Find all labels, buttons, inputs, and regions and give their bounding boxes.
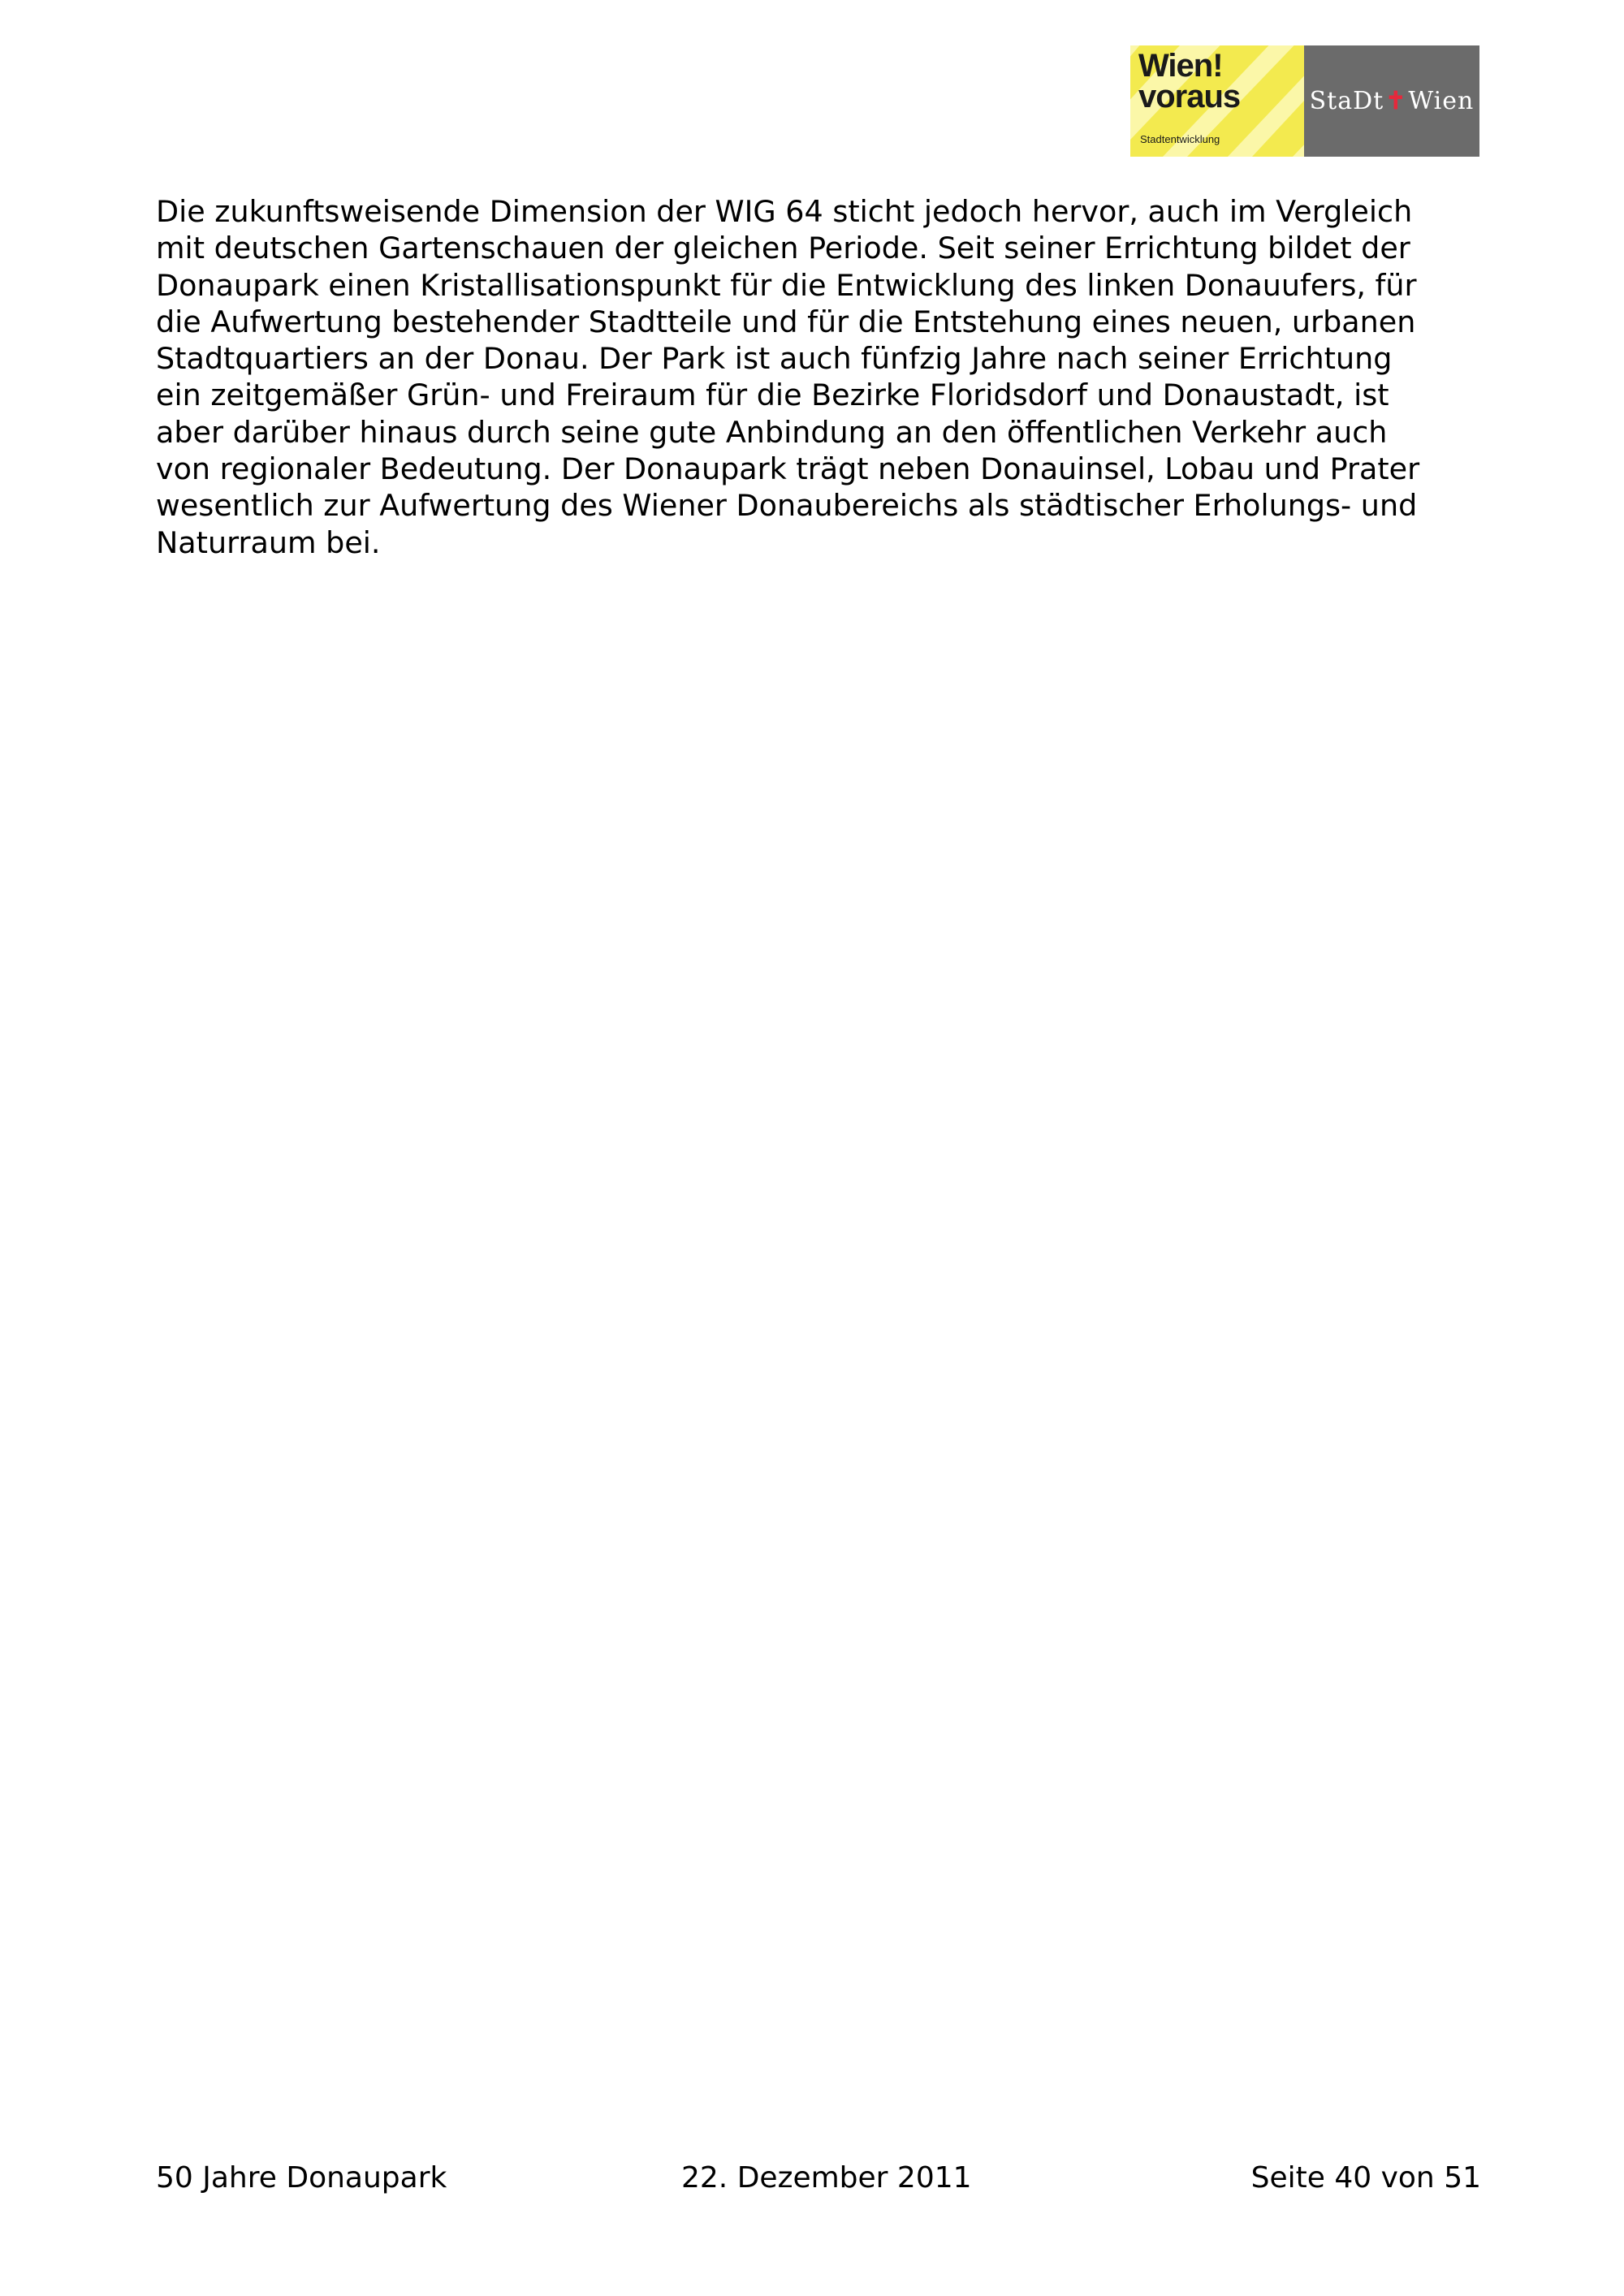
header-logos <box>1130 45 1479 157</box>
vienna-cross-icon: ✝ <box>1385 87 1407 115</box>
body-line: Naturraum bei. <box>156 524 381 560</box>
body-line: Die zukunftsweisende Dimension der WIG 64 sticht jedoch hervor, auch im Vergleich <box>156 194 1413 229</box>
wien-voraus-subtitle: Stadtentwicklung <box>1140 133 1220 145</box>
wien-voraus-title: Wien! voraus <box>1138 48 1241 114</box>
body-line: mit deutschen Gartenschauen der gleichen Periode. Seit seiner Errichtung bildet der <box>156 231 1410 266</box>
body-line: wesentlich zur Aufwertung des Wiener Donaubereichs als städtischer Erholungs- und <box>156 488 1418 524</box>
footer-date: 22. Dezember 2011 <box>681 2161 972 2195</box>
stadt-wien-text-left: StaDt <box>1309 87 1384 115</box>
wien-voraus-logo <box>1130 45 1304 157</box>
stadt-wien-wordmark <box>1310 87 1475 115</box>
body-line: die Aufwertung bestehender Stadtteile und für die Entstehung eines neuen, urbanen <box>156 304 1416 339</box>
body-line: Donaupark einen Kristallisationspunkt für die Entwicklung des linken Donauufers, für <box>156 267 1417 303</box>
body-line: Stadtquartiers an der Donau. Der Park ist auch fünfzig Jahre nach seiner Errichtung <box>156 341 1393 377</box>
stadt-wien-text-right: Wien <box>1408 87 1475 115</box>
page-footer <box>156 2161 1481 2200</box>
footer-document-title: 50 Jahre Donaupark <box>156 2161 447 2195</box>
body-line: aber darüber hinaus durch seine gute Anbindung an den öffentlichen Verkehr auch <box>156 414 1388 450</box>
stadt-wien-logo <box>1304 45 1479 157</box>
body-line: von regionaler Bedeutung. Der Donaupark trägt neben Donauinsel, Lobau und Prater <box>156 451 1420 487</box>
body-line: ein zeitgemäßer Grün- und Freiraum für die Bezirke Floridsdorf und Donaustadt, ist <box>156 378 1389 413</box>
body-paragraph <box>156 193 1488 561</box>
footer-page-number: Seite 40 von 51 <box>1250 2161 1481 2195</box>
